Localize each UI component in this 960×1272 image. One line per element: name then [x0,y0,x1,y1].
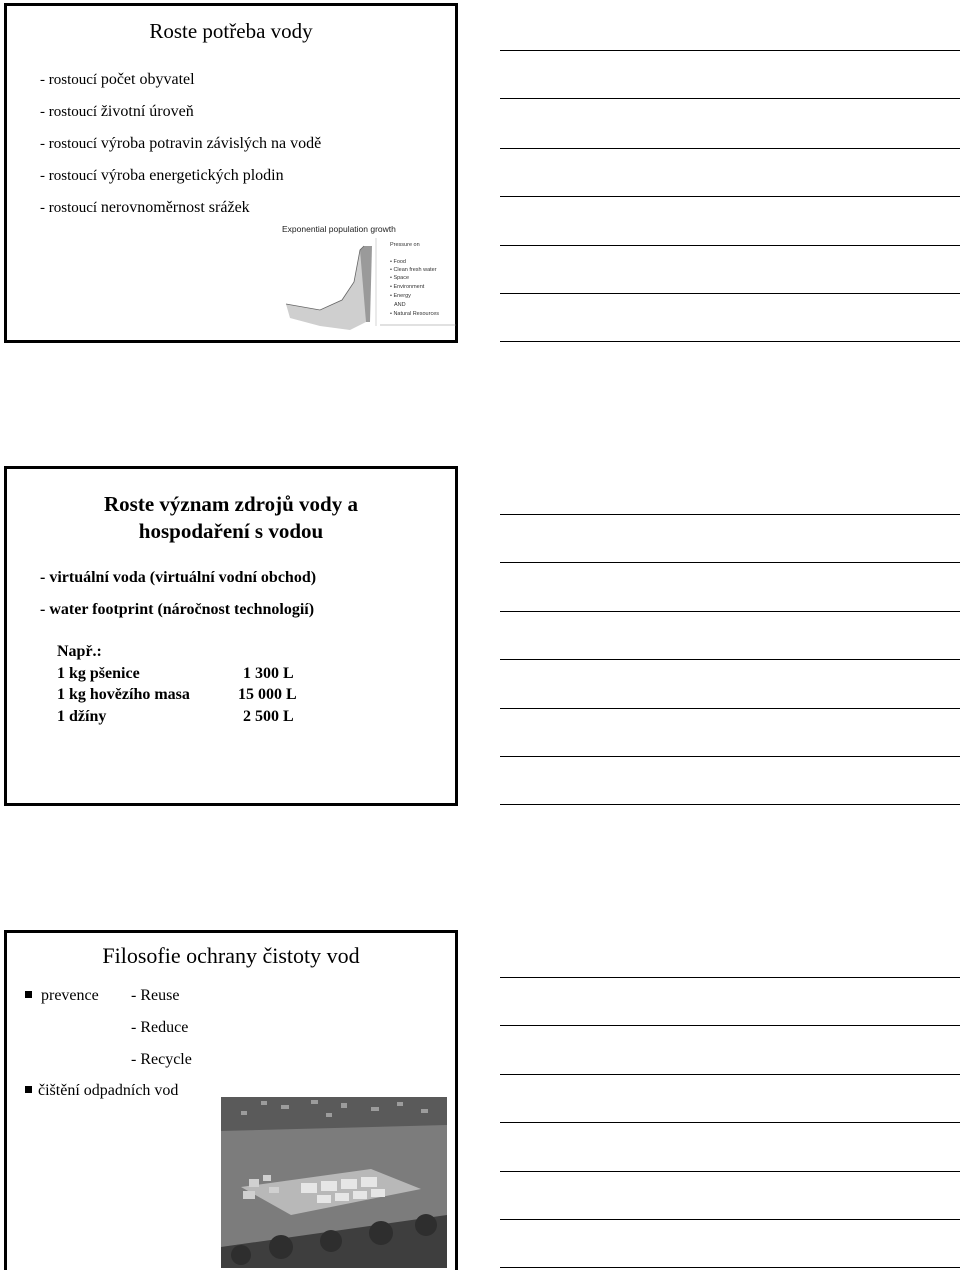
r-item-recycle: - Recycle [131,1051,192,1068]
note-line [500,659,960,660]
pressure-item-3: • Space [390,275,410,281]
note-line [500,245,960,246]
slide-1-item-3: - rostoucí výroba potravin závislých na vodě [40,135,322,152]
note-line [500,196,960,197]
pressure-item-5: • Energy [390,293,411,299]
bullet-cisteni: čištění odpadních vod [38,1082,179,1099]
bullet-square-icon [25,1086,32,1093]
treatment-plant-photo [221,1097,447,1268]
slide-1-item-1: - rostoucí počet obyvatel [40,71,195,88]
bullet-square-icon [25,991,32,998]
example-label: Např.: [57,643,102,660]
slide-1 [4,3,458,343]
example-item-3: 1 džíny [57,708,107,725]
note-line [500,804,960,805]
slide-2-item-2: - water footprint (náročnost technologií) [40,601,315,618]
slide-3-title: Filosofie ochrany čistoty vod [102,943,360,968]
slide-1-title: Roste potřeba vody [149,19,313,43]
note-line [500,611,960,612]
note-line [500,98,960,99]
note-line [500,50,960,51]
note-line [500,1074,960,1075]
slide-2-item-1: - virtuální voda (virtuální vodní obchod) [40,569,317,586]
note-line [500,1219,960,1220]
slide-2 [4,466,458,806]
slide-2-title-line-1: Roste význam zdrojů vody a [104,492,358,516]
slide-1-item-4: - rostoucí výroba energetických plodin [40,167,284,184]
example-item-2: 1 kg hovězího masa [57,686,190,703]
pressure-item-7: • Natural Resources [390,311,440,317]
note-line [500,1267,960,1268]
r-item-reduce: - Reduce [131,1019,189,1036]
note-line [500,708,960,709]
growth-curve-surface [286,246,366,330]
slide-3 [4,930,458,1270]
slide-2-title-line-2: hospodaření s vodou [138,519,324,543]
note-line [500,1122,960,1123]
pressure-heading: Pressure on [390,242,420,248]
bullet-prevence: prevence [41,987,99,1004]
population-growth-figure [280,222,458,340]
r-item-reuse: - Reuse [131,987,180,1004]
note-line [500,341,960,342]
slide-1-item-2: - rostoucí životní úroveň [40,103,194,120]
example-item-1: 1 kg pšenice [57,665,140,682]
note-line [500,1025,960,1026]
note-line [500,148,960,149]
figure-title: Exponential population growth [282,224,396,234]
pressure-item-1: • Food [390,259,406,265]
pressure-item-6: AND [394,302,406,308]
note-line [500,756,960,757]
note-line [500,977,960,978]
note-line [500,562,960,563]
example-value-2: 15 000 L [238,686,297,703]
example-value-1: 1 300 L [243,665,294,682]
pressure-item-4: • Environment [390,284,425,290]
pressure-item-2: • Clean fresh water [390,267,437,273]
note-line [500,293,960,294]
note-line [500,514,960,515]
note-line [500,1171,960,1172]
slide-1-item-5: - rostoucí nerovnoměrnost srážek [40,199,250,216]
example-value-3: 2 500 L [243,708,294,725]
